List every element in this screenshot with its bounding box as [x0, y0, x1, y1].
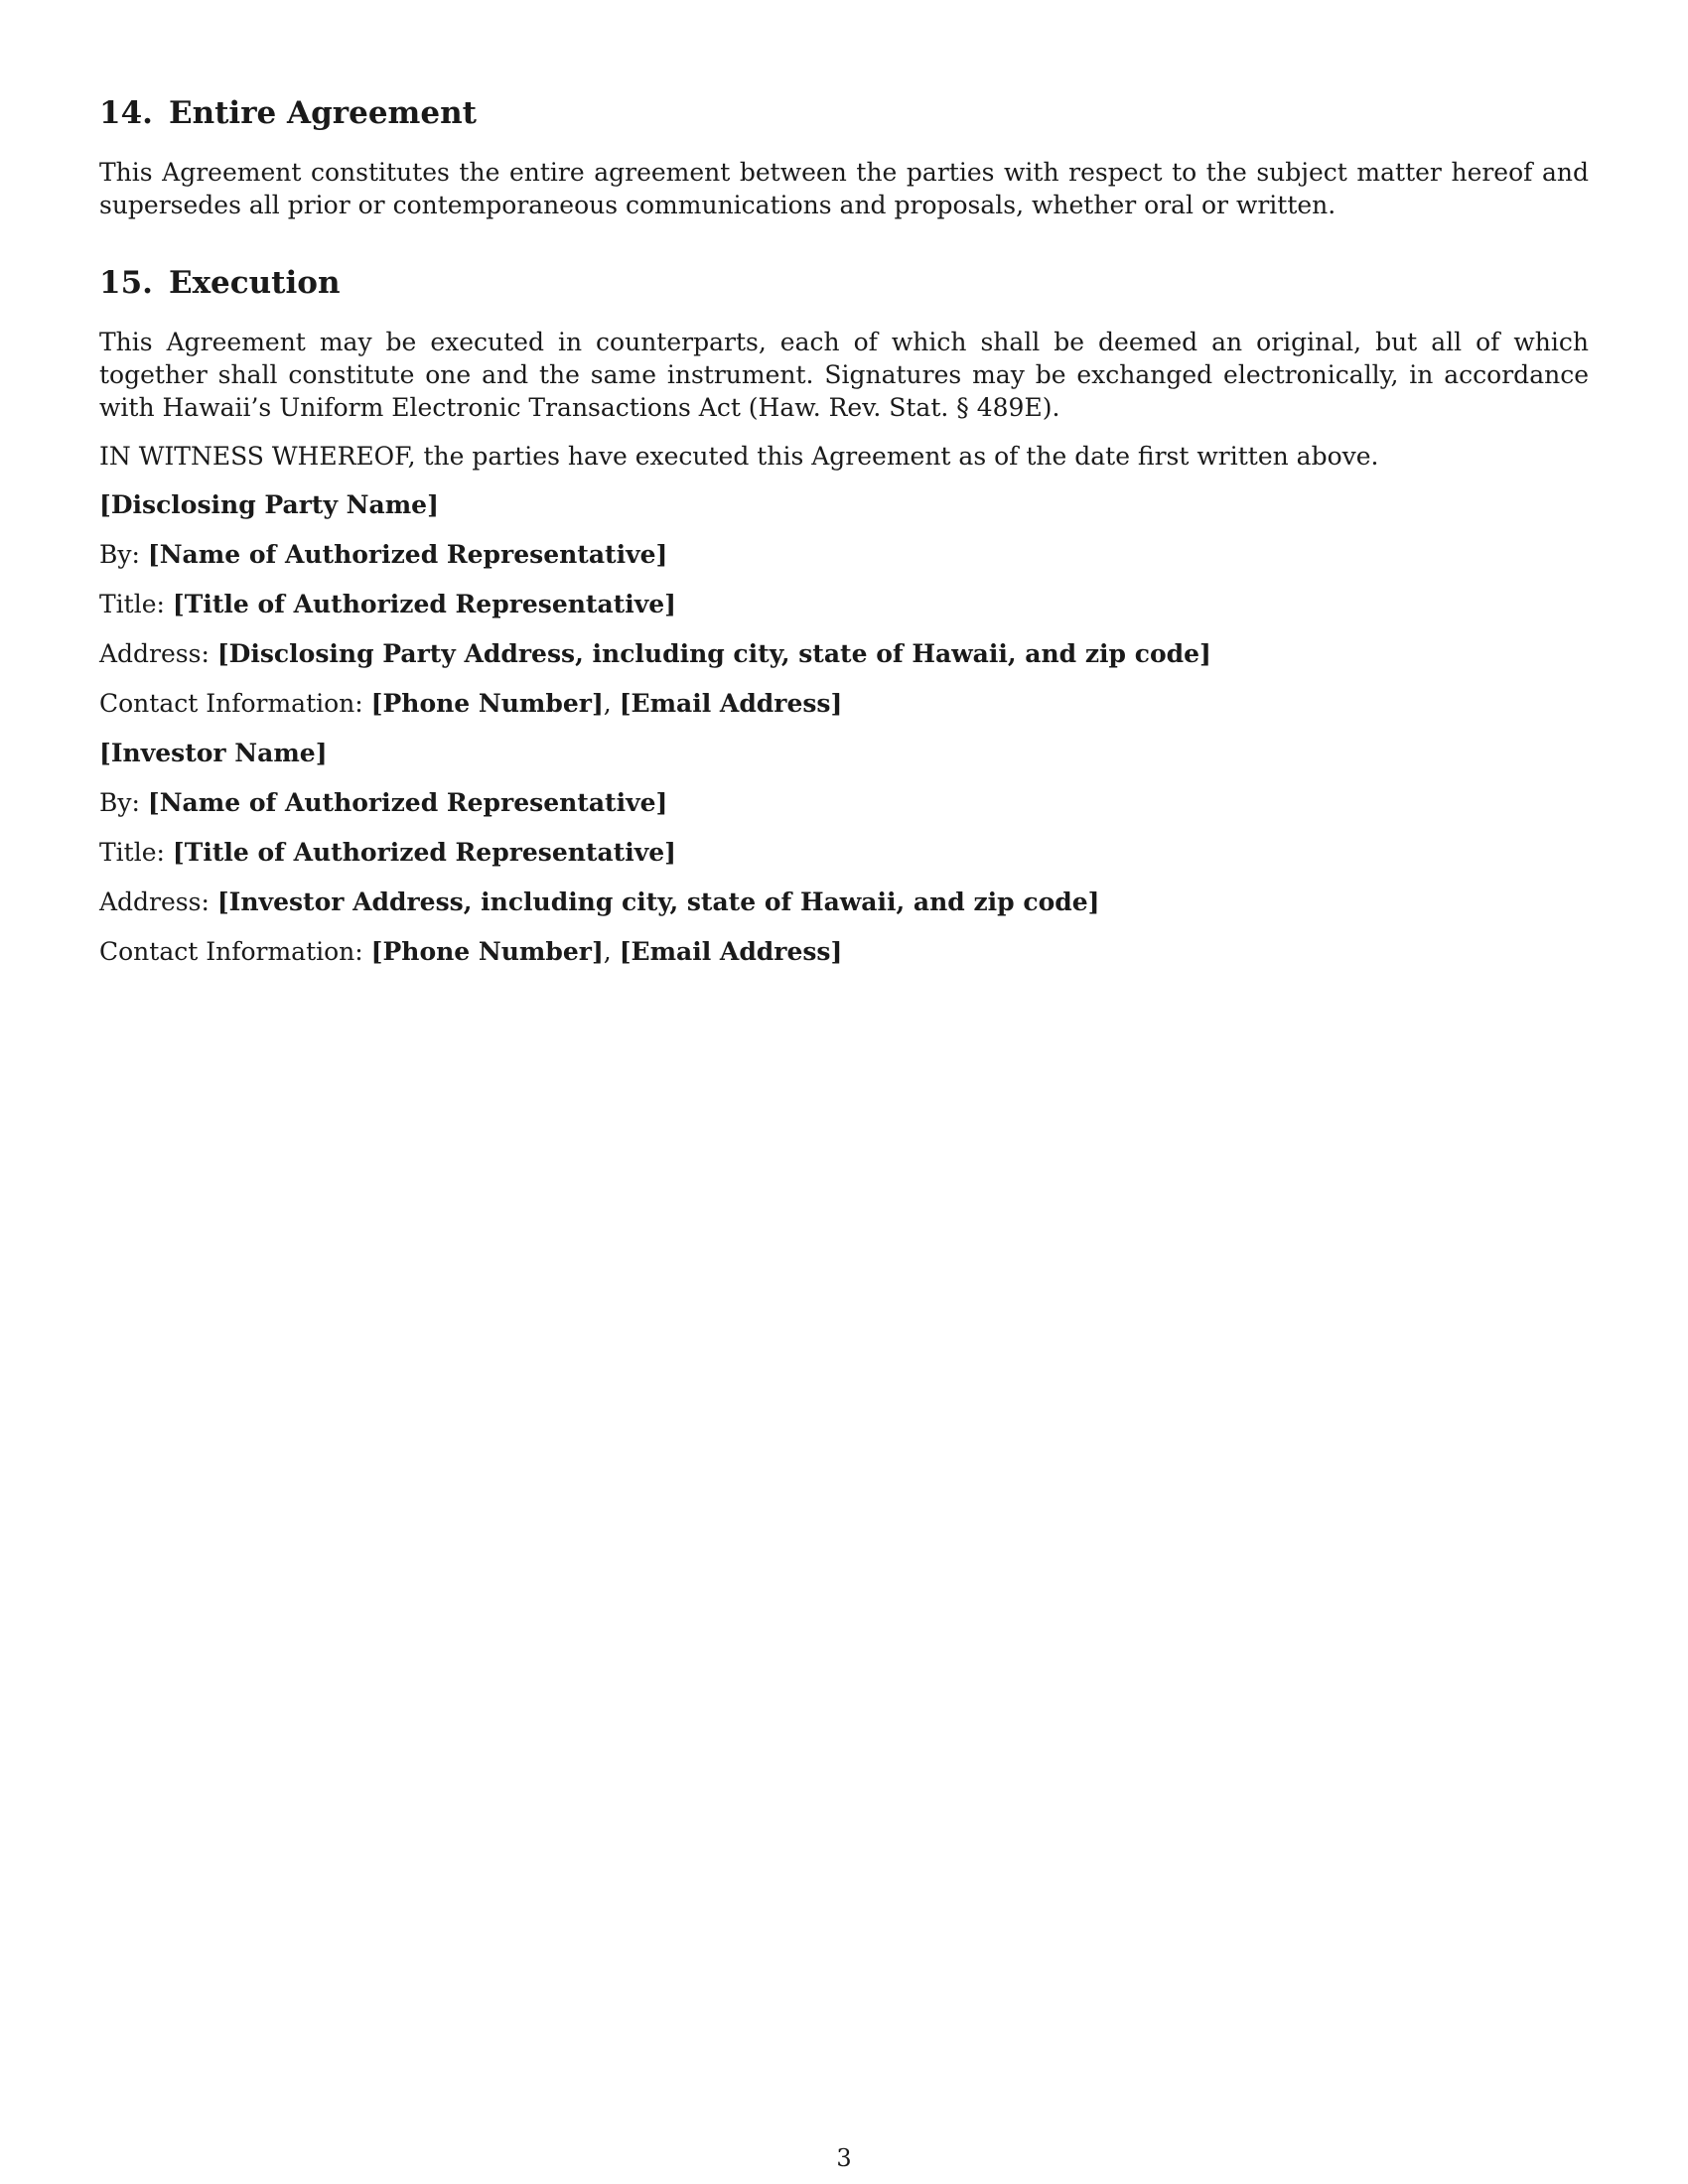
- section-number: 14.: [99, 95, 153, 131]
- address-line: [99, 886, 1589, 918]
- by-value: [Name of Authorized Representative]: [147, 540, 668, 570]
- title-line: [99, 836, 1589, 869]
- party-name: [Investor Name]: [99, 739, 328, 768]
- address-label: Address:: [99, 639, 210, 669]
- contact-line: [99, 687, 1589, 720]
- address-value: [Investor Address, including city, state of Hawaii, and zip code]: [216, 887, 1100, 917]
- page-number: 3: [836, 2144, 852, 2172]
- signature-block-investor: [99, 737, 1589, 968]
- section-heading: [99, 95, 1589, 132]
- email-value: [Email Address]: [619, 937, 843, 967]
- contact-line: [99, 935, 1589, 968]
- section-title: Execution: [168, 265, 341, 302]
- contact-label: Contact Information:: [99, 689, 363, 719]
- email-value: [Email Address]: [619, 689, 843, 719]
- section-title: Entire Agreement: [168, 95, 477, 131]
- title-line: [99, 588, 1589, 620]
- by-value: [Name of Authorized Representative]: [147, 788, 668, 818]
- address-line: [99, 637, 1589, 670]
- contact-separator: ,: [603, 937, 612, 967]
- by-line: [99, 786, 1589, 819]
- section-paragraph: This Agreement constitutes the entire agreement between the parties with respect to the subject matter hereof and supersedes all prior or contemporaneous communications and proposals, whether oral or written.: [99, 158, 1589, 220]
- by-label: By:: [99, 540, 140, 570]
- title-value: [Title of Authorized Representative]: [172, 590, 676, 619]
- phone-value: [Phone Number]: [370, 689, 604, 719]
- witness-paragraph: IN WITNESS WHEREOF, the parties have executed this Agreement as of the date first written above.: [99, 442, 1379, 472]
- section-heading: [99, 265, 1589, 302]
- signature-block-disclosing-party: [99, 488, 1589, 720]
- title-label: Title:: [99, 838, 165, 868]
- section-execution: [99, 265, 1589, 473]
- by-label: By:: [99, 788, 140, 818]
- section-number: 15.: [99, 265, 153, 302]
- title-label: Title:: [99, 590, 165, 619]
- section-entire-agreement: [99, 95, 1589, 221]
- by-line: [99, 538, 1589, 571]
- phone-value: [Phone Number]: [370, 937, 604, 967]
- party-name: [Disclosing Party Name]: [99, 490, 439, 520]
- address-value: [Disclosing Party Address, including city, state of Hawaii, and zip code]: [216, 639, 1211, 669]
- contact-label: Contact Information:: [99, 937, 363, 967]
- address-label: Address:: [99, 887, 210, 917]
- section-paragraph: This Agreement may be executed in counterparts, each of which shall be deemed an original, but all of which together shall constitute one and the same instrument. Signatures may be exchanged electronically, in accordance with Hawaii’s Uniform Electronic Transactions Act (Haw. Rev. Stat. § 489E).: [99, 328, 1589, 423]
- contact-separator: ,: [603, 689, 612, 719]
- document-page: [99, 95, 1589, 985]
- title-value: [Title of Authorized Representative]: [172, 838, 676, 868]
